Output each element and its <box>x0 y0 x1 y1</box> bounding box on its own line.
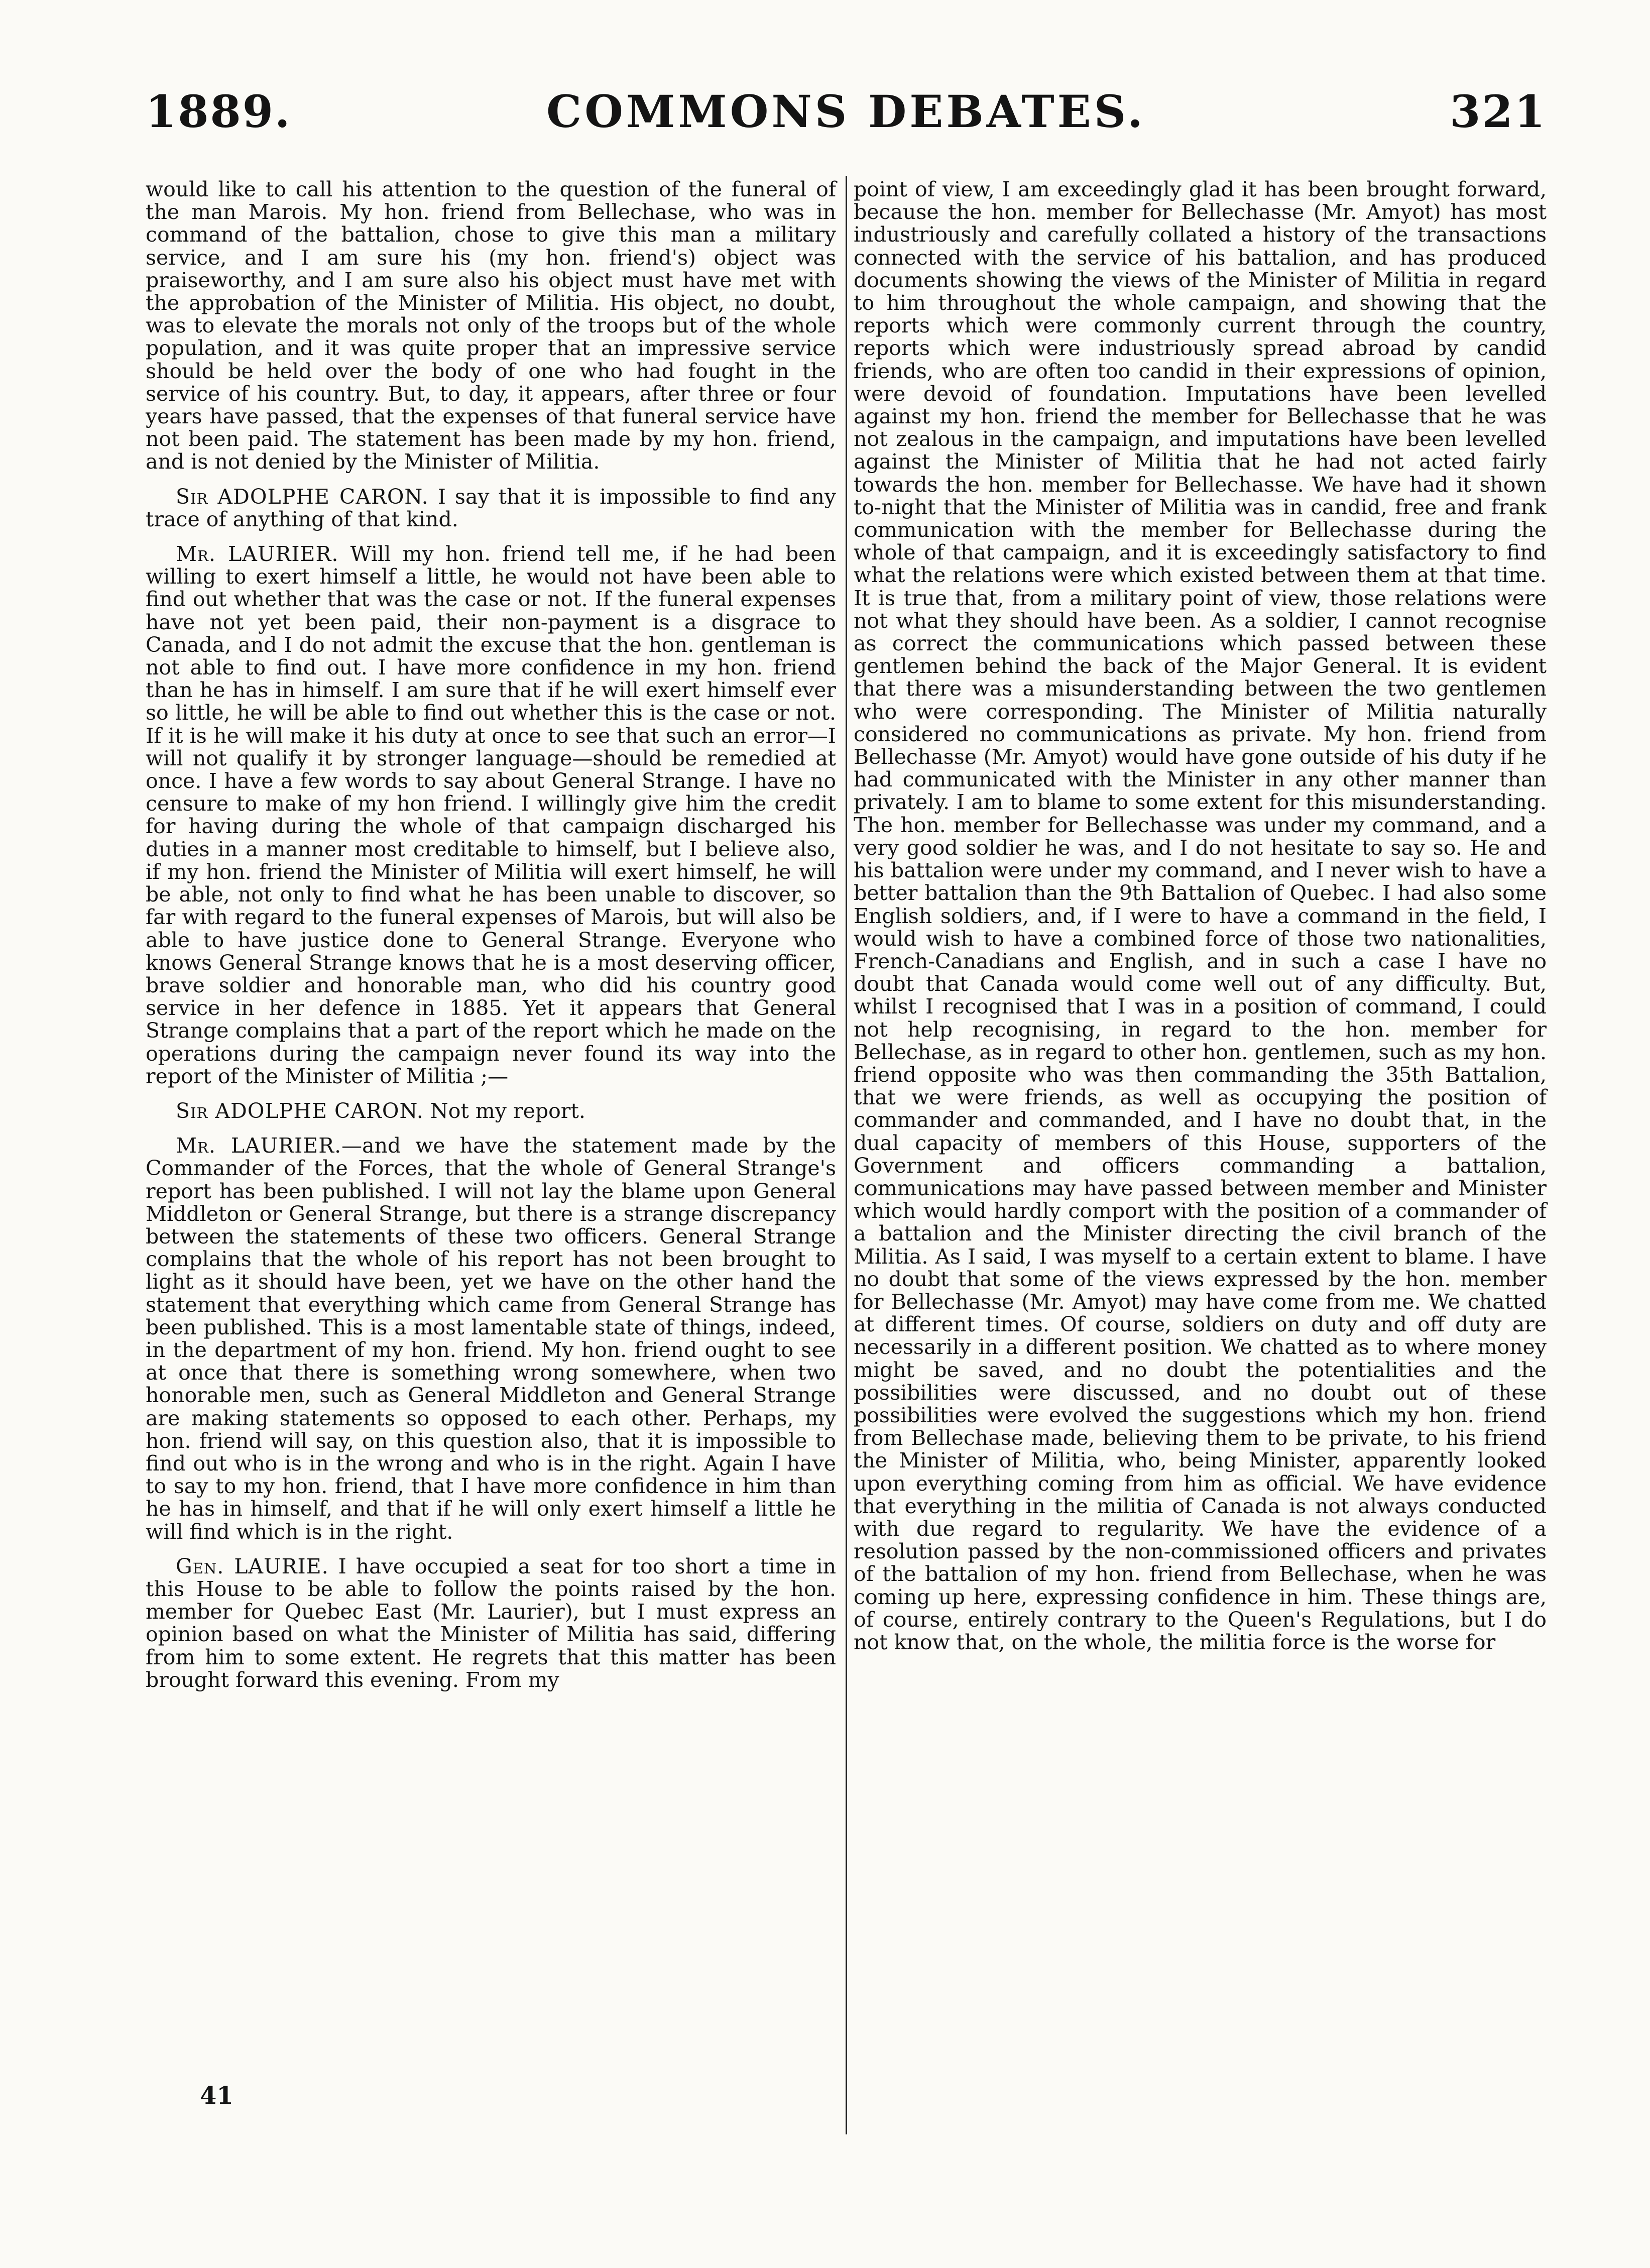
right-column <box>854 177 1554 1654</box>
speaker-name: Mr. LAURIER. <box>176 1133 342 1158</box>
header-year: 1889. <box>146 85 292 138</box>
paragraph <box>146 177 843 474</box>
paragraph-text: I have occupied a seat for too short a time in this House to be able to follow the points raised by the hon. member for Quebec East (Mr. Laurier), but I must express an opinion based on what the Minister of Militia has said, differing from him to some extent. He regrets that this matter has been brought forward this evening. From my <box>146 1554 843 1692</box>
paragraph-text: Not my report. <box>423 1098 585 1123</box>
speaker-name: Mr. LAURIER. <box>176 542 339 566</box>
paragraph-text: point of view, I am exceedingly glad it has been brought forward, because the hon. member for Bellechasse (Mr. Amyot) has most industriously and carefully collated a history of the transactions connected with the service of his battalion, and has produced documents showing the views of the Minister of Militia in regard to him throughout the whole campaign, and showing that the reports which were commonly current through the country, reports which were industriously spread abroad by candid friends, who are often too candid in their expressions of opinion, were devoid of foundation. Imputations have been levelled against my hon. friend the member for Bellechasse that he was not zealous in the campaign, and imputations have been levelled against the Minister of Militia that he had not acted fairly towards the hon. member for Bellechasse. We have had it shown to-night that the Minister of Militia was in candid, free and frank communication with the member for Bellechasse during the whole of that campaign, and it is exceedingly satisfactory to find what the relations were which existed between them at that time. It is true that, from a military point of view, those relations were not what they should have been. As a soldier, I cannot recognise as correct the communications which passed between these gentlemen behind the back of the Major General. It is evident that there was a misunderstanding between the two gentlemen who were corresponding. The Minister of Militia naturally considered no communications as private. My hon. friend from Bellechasse (Mr. Amyot) would have gone outside of his duty if he had communicated with the Minister in any other manner than privately. I am to blame to some extent for this misunderstanding. The hon. member for Bellechasse was under my command, and a very good soldier he was, and I do not hesitate to say so. He and his battalion were under my command, and I never wish to have a better battalion than the 9th Battalion of Quebec. I had also some English soldiers, and, if I were to have a command in the field, I would wish to have a combined force of those two nationalities, French-Canadians and English, and in such a case I have no doubt that Canada would come well out of any difficulty. But, whilst I recognised that I was in a position of command, I could not help recognising, in regard to the hon. member for Bellechase, as in regard to other hon. gentlemen, such as my hon. friend opposite who was then commanding the 35th Battalion, that we were friends, as well as occupying the position of commander and commanded, and I have no doubt that, in the dual capacity of members of this House, supporters of the Government and officers commanding a battalion, communications may have passed between member and Minister which would hardly comport with the position of a commander of a battalion and the Minister directing the civil branch of the Militia. As I said, I was myself to a certain extent to blame. I have no doubt that some of the views expressed by the hon. member for Bellechasse (Mr. Amyot) may have come from me. We chatted at different times. Of course, soldiers on duty and off duty are necessarily in a different position. We chatted as to where money might be saved, and no doubt the potentialities and the possibilities were discussed, and no doubt out of these possibilities were evolved the suggestions which my hon. friend from Bellechase made, believing them to be private, to his friend the Minister of Militia, who, being Minister, apparently looked upon everything coming from him as official. We have evidence that everything in the militia of Canada is not always conducted with due regard to regularity. We have the evidence of a resolution passed by the non-commissioned officers and privates of the battalion of my hon. friend from Bellechase, when he was coming up here, expressing confidence in him. These things are, of course, entirely contrary to the Queen's Regulations, but I do not know that, on the whole, the militia force is the worse for <box>854 177 1554 1654</box>
speaker-name: Gen. LAURIE. <box>176 1554 329 1578</box>
signature-mark: 41 <box>200 2082 233 2110</box>
paragraph <box>146 1133 843 1544</box>
speaker-name: Sir ADOLPHE CARON. <box>176 484 429 509</box>
header-page-number: 321 <box>1450 85 1547 138</box>
left-column <box>146 177 843 1704</box>
column-divider <box>846 176 847 2134</box>
paragraph <box>146 1554 843 1692</box>
paragraph-text: I say that it is impossible to find any trace of anything of that kind. <box>146 484 843 531</box>
paragraph-text: Will my hon. friend tell me, if he had been willing to exert himself a little, he would not have been able to find out whether that was the case or not. If the funeral expenses have not yet been paid, their non-payment is a disgrace to Canada, and I do not admit the excuse that the hon. gentleman is not able to find out. I have more confidence in my hon. friend than he has in himself. I am sure that if he will exert himself ever so little, he will be able to find out whether this is the case or not. If it is he will make it his duty at once to see that such an error—I will not qualify it by stronger language—should be remedied at once. I have a few words to say about General Strange. I have no censure to make of my hon friend. I willingly give him the credit for having during the whole of that campaign discharged his duties in a manner most creditable to himself, but I believe also, if my hon. friend the Minister of Militia will exert himself, he will be able, not only to find what he has been unable to discover, so far with regard to the funeral expenses of Marois, but will also be able to have justice done to General Strange. Everyone who knows General Strange knows that he is a most deserving officer, brave soldier and honorable man, who did his country good service in her defence in 1885. Yet it appears that General Strange complains that a part of the report which he made on the operations during the campaign never found its way into the report of the Minister of Militia ;— <box>146 542 843 1088</box>
header-title: COMMONS DEBATES. <box>546 85 1146 138</box>
paragraph <box>146 1100 836 1122</box>
paragraph <box>146 542 843 1088</box>
paragraph <box>146 484 843 531</box>
paragraph <box>854 177 1554 1654</box>
speaker-name: Sir ADOLPHE CARON. <box>176 1098 424 1123</box>
running-header <box>146 85 1547 161</box>
paragraph-text: would like to call his attention to the question of the funeral of the man Marois. My hon. friend from Bellechase, who was in command of the battalion, chose to give this man a military service, and I am sure his (my hon. friend's) object was praiseworthy, and I am sure also his object must have met with the approbation of the Minister of Militia. His object, no doubt, was to elevate the morals not only of the troops but of the whole population, and it was quite proper that an impressive service should be held over the body of one who had fought in the service of his country. But, to day, it appears, after three or four years have passed, that the expenses of that funeral service have not been paid. The statement has been made by my hon. friend, and is not denied by the Minister of Militia. <box>146 177 843 474</box>
paragraph-text: —and we have the statement made by the Commander of the Forces, that the whole of General Strange's report has been published. I will not lay the blame upon General Middleton or General Strange, but there is a strange discrepancy between the statements of these two officers. General Strange complains that the whole of his report has not been brought to light as it should have been, yet we have on the other hand the statement that everything which came from General Strange has been published. This is a most lamentable state of things, indeed, in the department of my hon. friend. My hon. friend ought to see at once that there is something wrong somewhere, when two honorable men, such as General Middleton and General Strange are making statements so opposed to each other. Perhaps, my hon. friend will say, on this question also, that it is impossible to find out who is in the wrong and who is in the right. Again I have to say to my hon. friend, that I have more confidence in him than he has in himself, and that if he will only exert himself a little he will find which is in the right. <box>146 1133 843 1544</box>
